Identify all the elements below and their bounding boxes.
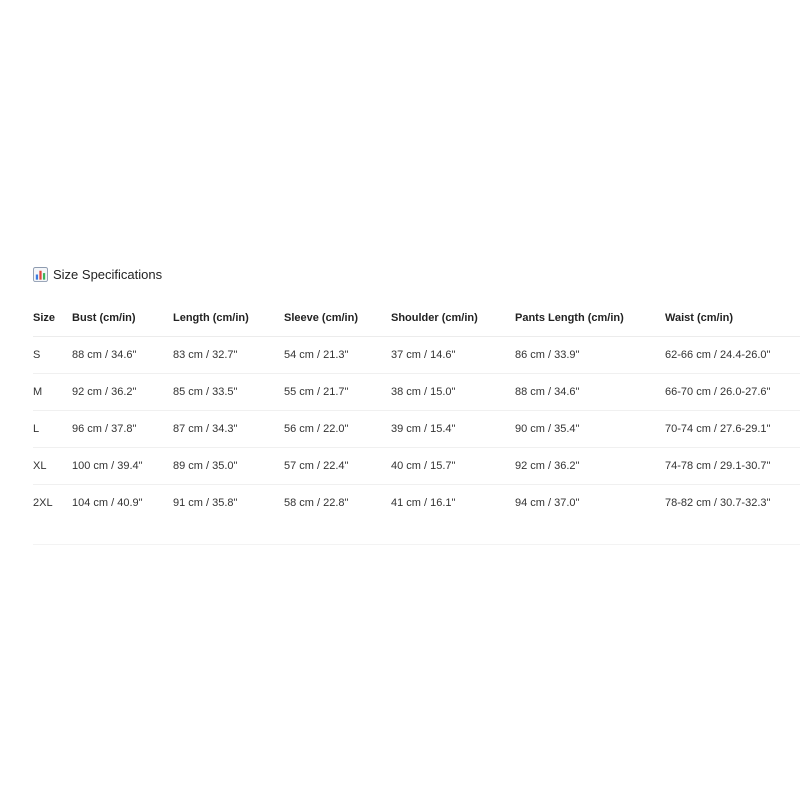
cell-length: 89 cm / 35.0" (173, 448, 284, 485)
cell-size: S (33, 337, 72, 374)
cell-size: L (33, 411, 72, 448)
cell-shoulder: 40 cm / 15.7" (391, 448, 515, 485)
header-pants-length: Pants Length (cm/in) (515, 300, 665, 337)
cell-pants-length: 94 cm / 37.0" (515, 497, 580, 509)
cell-sleeve: 55 cm / 21.7" (284, 374, 391, 411)
table-row (33, 448, 800, 485)
cell-waist: 62-66 cm / 24.4-26.0" (665, 337, 800, 374)
cell-shoulder: 37 cm / 14.6" (391, 337, 515, 374)
bar-chart-icon (33, 267, 48, 282)
cell-sleeve: 58 cm / 22.8" (284, 497, 349, 509)
header-size: Size (33, 300, 72, 337)
table-row (33, 411, 800, 448)
cell-bust: 104 cm / 40.9" (72, 497, 143, 509)
cell-length: 91 cm / 35.8" (173, 497, 238, 509)
cell-length: 87 cm / 34.3" (173, 411, 284, 448)
header-sleeve: Sleeve (cm/in) (284, 300, 391, 337)
cell-length: 83 cm / 32.7" (173, 337, 284, 374)
header-bust: Bust (cm/in) (72, 300, 173, 337)
cell-waist: 70-74 cm / 27.6-29.1" (665, 411, 800, 448)
size-spec-table (33, 300, 800, 521)
cell-waist: 74-78 cm / 29.1-30.7" (665, 448, 800, 485)
table-row (33, 337, 800, 374)
cell-sleeve: 57 cm / 22.4" (284, 448, 391, 485)
cell-bust: 100 cm / 39.4" (72, 448, 173, 485)
cell-size: XL (33, 448, 72, 485)
cell-sleeve: 54 cm / 21.3" (284, 337, 391, 374)
cell-waist: 66-70 cm / 26.0-27.6" (665, 374, 800, 411)
cell-waist: 78-82 cm / 30.7-32.3" (665, 497, 771, 509)
cell-pants-length: 88 cm / 34.6" (515, 374, 665, 411)
table-row (33, 485, 800, 522)
cell-pants-length: 92 cm / 36.2" (515, 448, 665, 485)
table-header-row (33, 300, 800, 337)
cell-shoulder: 38 cm / 15.0" (391, 374, 515, 411)
section-title-text: Size Specifications (53, 267, 163, 282)
cell-size: M (33, 374, 72, 411)
header-length: Length (cm/in) (173, 300, 284, 337)
table-row (33, 374, 800, 411)
cell-sleeve: 56 cm / 22.0" (284, 411, 391, 448)
cell-shoulder: 39 cm / 15.4" (391, 411, 515, 448)
header-waist: Waist (cm/in) (665, 300, 800, 337)
cell-size: 2XL (33, 497, 53, 509)
table-bottom-divider (33, 544, 800, 545)
cell-length: 85 cm / 33.5" (173, 374, 284, 411)
cell-shoulder: 41 cm / 16.1" (391, 497, 456, 509)
cell-pants-length: 86 cm / 33.9" (515, 337, 665, 374)
header-shoulder: Shoulder (cm/in) (391, 300, 515, 337)
cell-bust: 88 cm / 34.6" (72, 337, 173, 374)
cell-bust: 96 cm / 37.8" (72, 411, 173, 448)
cell-bust: 92 cm / 36.2" (72, 374, 173, 411)
cell-pants-length: 90 cm / 35.4" (515, 411, 665, 448)
section-title (33, 267, 162, 282)
